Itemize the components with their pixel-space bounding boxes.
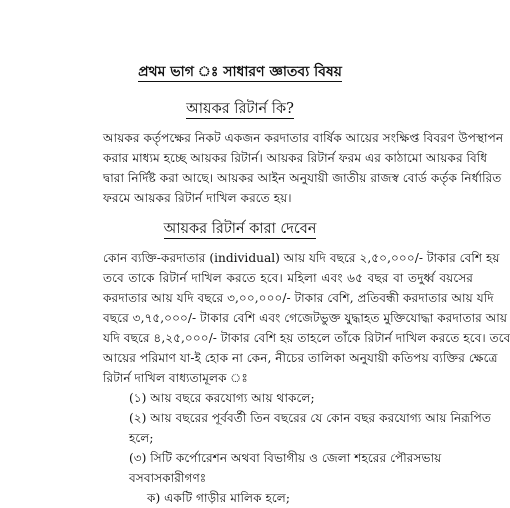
list-item: (৩) সিটি কর্পোরেশন অথবা বিভাগীয় ও জেলা শহরের পৌরসভায় <box>129 451 442 465</box>
paragraph-line: যদি বছরে ৪,২৫,০০০/- টাকার বেশি হয় তাহলে তাঁকে রিটার্ন দাখিল করতে হবে। তবে <box>103 331 510 345</box>
paragraph-line: তবে তাকে রিটার্ন দাখিল করতে হবে। মহিলা এবং ৬৫ বছর বা তদুর্ধ্ব বয়সের <box>103 271 473 285</box>
section-heading-text: আয়কর রিটার্ন কি? <box>186 101 294 117</box>
part-title <box>0 60 480 84</box>
paragraph-line: বছরে ৩,৭৫,০০০/- টাকার বেশি এবং গেজেটভুক্ত যুদ্ধাহত মুক্তিযোদ্ধা করদাতার আয় <box>103 311 508 325</box>
mandatory-filing-list <box>103 388 492 508</box>
paragraph-line: কোন ব্যক্তি-করদাতার (individual) আয় যদি বছরে ২,৫০,০০০/- টাকার বেশি হয় <box>103 251 500 265</box>
list-item: (২) আয় বছরের পূর্ববর্তী তিন বছরের যে কোন বছর করযোগ্য আয় নিরূপিত <box>129 411 492 425</box>
section-heading-what-is-return <box>0 98 480 122</box>
list-item: ক) একটি গাড়ীর মালিক হলে; <box>147 491 290 505</box>
list-item: হলে; <box>129 431 154 445</box>
paragraph-line: ফরমে আয়কর রিটার্ন দাখিল করতে হয়। <box>103 191 292 205</box>
part-title-text: প্রথম ভাগ ঃ সাধারণ জ্ঞাতব্য বিষয় <box>138 64 342 80</box>
section-heading-who-files <box>0 218 480 242</box>
paragraph-line: করার মাধ্যম হচ্ছে আয়কর রিটার্ন। আয়কর রিটার্ন ফরম এর কাঠামো আয়কর বিধি <box>103 151 488 165</box>
paragraph-who-files <box>103 248 510 388</box>
list-item: (১) আয় বছরে করযোগ্য আয় থাকলে; <box>129 391 315 405</box>
paragraph-line: করদাতার আয় যদি বছরে ৩,০০,০০০/- টাকার বেশি, প্রতিবন্ধী করদাতার আয় যদি <box>103 291 494 305</box>
paragraph-what-is-return <box>103 128 504 208</box>
paragraph-line: দ্বারা নির্দিষ্ট করা আছে। আয়কর আইন অনুযায়ী জাতীয় রাজস্ব বোর্ড কর্তৃক নির্ধারিত <box>103 171 502 185</box>
section-heading-text: আয়কর রিটার্ন কারা দেবেন <box>163 221 317 237</box>
list-item: বসবাসকারীগণঃ <box>129 471 207 485</box>
paragraph-line: আয়ের পরিমাণ যা-ই হোক না কেন, নীচের তালিকা অনুযায়ী কতিপয় ব্যক্তির ক্ষেত্রে <box>103 351 498 365</box>
paragraph-line: রিটার্ন দাখিল বাধ্যতামূলক ঃ <box>103 371 248 385</box>
paragraph-line: আয়কর কর্তৃপক্ষের নিকট একজন করদাতার বার্ষিক আয়ের সংক্ষিপ্ত বিবরণ উপস্থাপন <box>103 131 504 145</box>
